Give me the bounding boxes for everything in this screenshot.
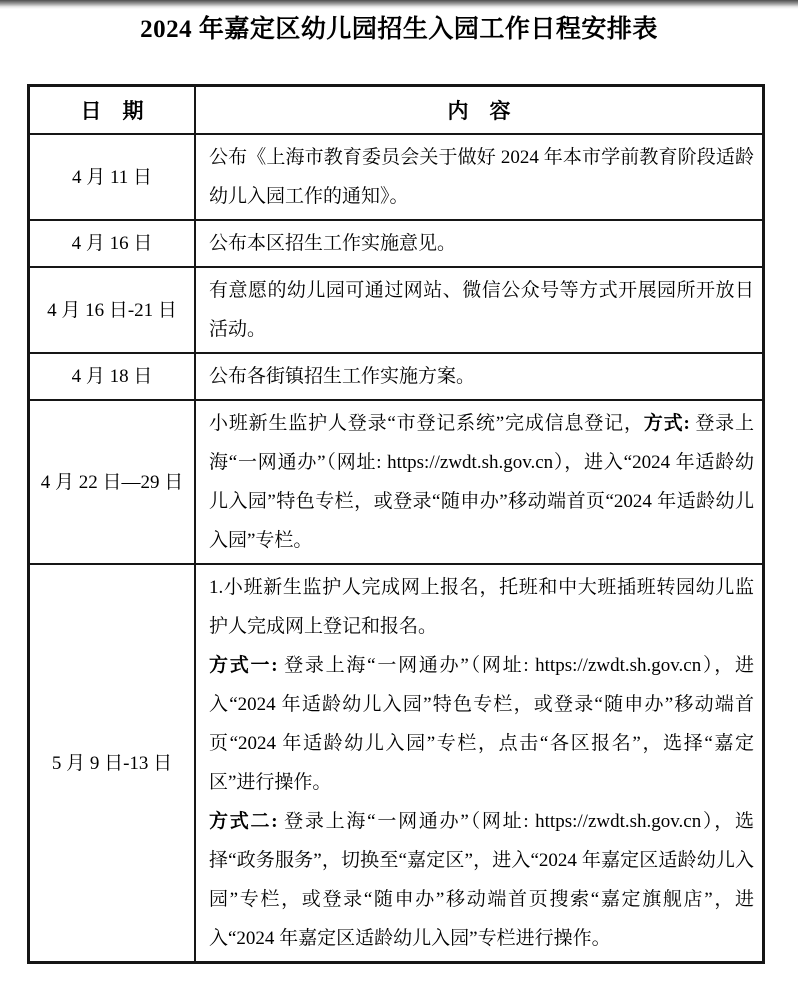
schedule-table (27, 84, 765, 964)
content-run: 公布《上海市教育委员会关于做好 2024 年本市学前教育阶段适龄幼儿入园工作的通知》。 (209, 147, 754, 207)
content-run: 1.小班新生监护人完成网上报名，托班和中大班插班转园幼儿监护人完成网上登记和报名。 (209, 577, 754, 637)
header-cell-date: 日 期 (29, 86, 196, 135)
content-paragraph (209, 646, 754, 802)
table-header-row (29, 86, 764, 135)
content-cell (195, 134, 764, 220)
table-row (29, 220, 764, 267)
table-row (29, 564, 764, 963)
table-row (29, 400, 764, 564)
content-cell (195, 400, 764, 564)
content-paragraph (209, 404, 754, 560)
content-paragraph (209, 271, 754, 349)
date-cell: 4 月 22 日—29 日 (29, 400, 196, 564)
content-run: 登录上海“一网通办”（网址: https://zwdt.sh.gov.cn），进入“2024 年适龄幼儿入园”特色专栏，或登录“随申办”移动端首页“2024 年适龄幼儿入园”专栏，点击“各区报名”，选择“嘉定区”进行操作。 (209, 655, 754, 793)
content-paragraph (209, 802, 754, 958)
header-cell-content: 内 容 (195, 86, 764, 135)
content-run: 公布各街镇招生工作实施方案。 (209, 366, 476, 387)
content-run: 登录上海“一网通办”（网址: https://zwdt.sh.gov.cn），选择“政务服务”，切换至“嘉定区”，进入“2024 年嘉定区适龄幼儿入园”专栏，或登录“随申办”移动端首页搜索“嘉定旗舰店”，进入“2024 年嘉定区适龄幼儿入园”专栏进行操作。 (209, 811, 754, 949)
date-cell: 5 月 9 日-13 日 (29, 564, 196, 963)
content-paragraph (209, 357, 754, 396)
content-run-bold: 方式一: (209, 655, 278, 676)
date-cell: 4 月 16 日 (29, 220, 196, 267)
content-paragraph (209, 138, 754, 216)
content-paragraph (209, 224, 754, 263)
content-run-bold: 方式二: (209, 811, 278, 832)
table-row (29, 267, 764, 353)
content-cell (195, 220, 764, 267)
content-run-bold: 方式: (643, 413, 690, 434)
date-cell: 4 月 18 日 (29, 353, 196, 400)
content-paragraph (209, 568, 754, 646)
content-run: 登录上海“一网通办”（网址: https://zwdt.sh.gov.cn），进入“2024 年适龄幼儿入园”特色专栏，或登录“随申办”移动端首页“2024 年适龄幼儿入园”专栏。 (209, 413, 754, 551)
content-run: 有意愿的幼儿园可通过网站、微信公众号等方式开展园所开放日活动。 (209, 280, 754, 340)
content-cell (195, 564, 764, 963)
page-top-shadow (0, 0, 798, 9)
page-title: 2024 年嘉定区幼儿园招生入园工作日程安排表 (140, 16, 658, 43)
content-cell (195, 267, 764, 353)
content-cell (195, 353, 764, 400)
content-run: 小班新生监护人登录“市登记系统”完成信息登记， (209, 413, 644, 434)
table-row (29, 353, 764, 400)
date-cell: 4 月 16 日-21 日 (29, 267, 196, 353)
schedule-table-body (29, 134, 764, 963)
date-cell: 4 月 11 日 (29, 134, 196, 220)
table-row (29, 134, 764, 220)
content-run: 公布本区招生工作实施意见。 (209, 233, 457, 254)
